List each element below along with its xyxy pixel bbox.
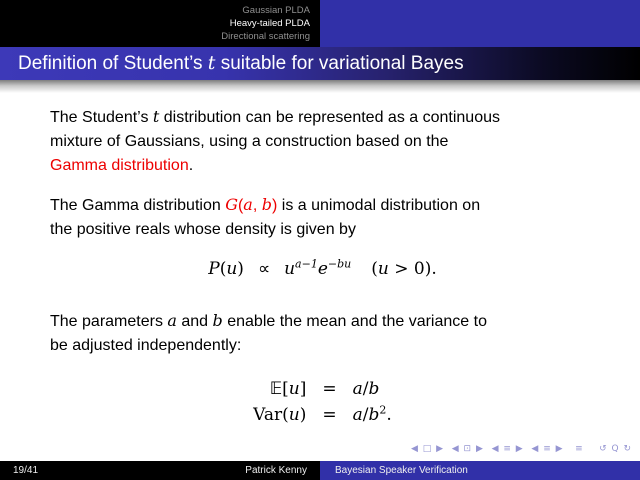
paragraph-gamma-distribution: The Gamma distribution G(a, b) is a unimodal distribution on the positive reals whose density is given by [50,195,481,238]
footline-blue-box [320,461,640,480]
slide-body [50,105,595,428]
frame-title [0,47,640,80]
frame-title-text-post: suitable for variational Bayes [215,53,464,74]
proportional-to-symbol: ∝ [257,259,271,279]
math-var-a: a [167,311,177,330]
equation-mean-lhs: 𝔼[u] [269,379,307,399]
frame-title-text: Definition of Student’s [18,53,208,74]
footline-black-box [0,461,320,480]
headline-blue-panel [320,0,640,47]
section-nav [0,0,320,47]
math-var-b: b [212,311,223,330]
presentation-short-title: Bayesian Speaker Verification [335,465,468,476]
paragraph-student-t: The Student’s t distribution can be represented as a continuous mixture of Gaussians, using a construction based on the Gamma distribution. [50,107,500,174]
beamer-navigation-icons[interactable]: ◀ □ ▶ ◀ ⊡ ▶ ◀ ≡ ▶ ◀ ≡ ▶ ≡ ↺ Q ↻ [410,444,632,454]
equation-mean-rhs: a/b [352,379,380,399]
equation-variance-lhs: Var(u) [253,405,307,425]
math-var-t: t [152,107,160,126]
headline [0,0,640,47]
equation-condition: (u > 0). [371,259,437,279]
frame-title-italic-t: t [207,52,216,74]
equation-variance-rhs: $a/b^2$. [352,403,392,425]
frame-number: 19/41 [13,465,39,476]
nav-section-heavy-tailed-plda[interactable]: Heavy-tailed PLDA [229,17,310,29]
equation-gamma-density: $P(u) \propto u^{a-1}e^{-bu}$ (u > 0). [208,257,437,279]
math-gamma-ab: G(a, b) [225,195,278,214]
nav-section-directional-scattering[interactable]: Directional scattering [221,30,310,42]
paragraph-parameters: The parameters a and b enable the mean and the variance to be adjusted independently: [50,311,487,354]
title-shadow [0,80,640,93]
nav-section-gaussian-plda[interactable]: Gaussian PLDA [242,4,310,16]
author-name: Patrick Kenny [245,465,307,476]
alert-gamma-distribution: Gamma distribution [50,157,189,174]
equation-mean-variance: 𝔼[u] = a/b Var(u) = $a/b^2$. [253,376,392,428]
footline [0,461,640,480]
